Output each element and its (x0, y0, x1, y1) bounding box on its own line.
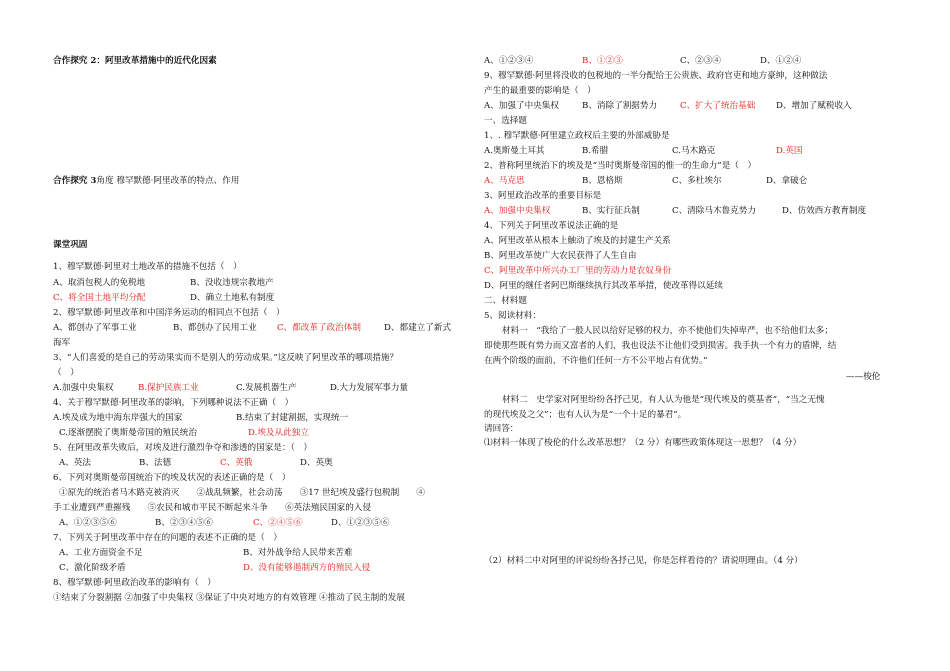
q8-option-a: A、①②③④ (484, 56, 534, 66)
q6-option-c-answer: C、②④⑤⑥ (253, 518, 303, 528)
r1-option-c: C.马木路克 (672, 146, 716, 156)
q5-option-b: B、法德 (139, 458, 172, 468)
q2-stem: 2、穆罕默德·阿里改革和中国洋务运动的相同点不包括（ ） (53, 308, 285, 318)
q4-stem: 4、关于穆罕默德·阿里改革的影响，下列哪种说法不正确（ ） (53, 398, 294, 408)
r4-option-b: B、阿里改革使广大农民获得了人生自由 (484, 251, 637, 261)
q5-option-a: A、英法 (59, 458, 91, 468)
r2-option-d: D、拿破仑 (766, 176, 808, 186)
q4-option-b: B.结束了封建割据，实现统一 (236, 413, 349, 423)
q3-stem: 3、“人们喜爱的是自己的劳动果实而不是别人的劳动成果。”这反映了阿里改革的哪项措施？ (53, 353, 399, 363)
explore-2-heading: 合作探究 2：阿里改革措施中的近代化因素 (53, 56, 217, 66)
q8-statements: ①结束了分裂割据 ②加强了中央集权 ③保证了中央对地方的有效管理 ④推动了民主制的发展 (53, 593, 405, 603)
q9-option-c-answer: C、扩大了统治基础 (680, 101, 756, 111)
q7-option-d-answer: D、没有能够遏制西方的殖民入侵 (243, 563, 371, 573)
r3-option-c: C、清除马木鲁克势力 (672, 206, 756, 216)
q8-stem: 8、穆罕默德·阿里政治改革的影响有（ ） (53, 578, 216, 588)
r4-option-d: D、阿里的继任者阿巴斯继续执行其改革举措，使改革得以延续 (484, 281, 723, 291)
consolidate-heading: 课堂巩固 (53, 240, 88, 250)
section-choice-heading: 一、选择题 (484, 116, 527, 126)
q9-stem: 9、穆罕默德·阿里将没收的包税地的一半分配给王公贵族、政府官吏和地方豪绅，这种做法 (484, 71, 828, 81)
explore-3-label: 合作探究 3 (53, 176, 97, 186)
q7-option-b: B、对外战争给人民带来苦难 (243, 548, 353, 558)
q6-option-a: A、①②③⑤⑥ (59, 518, 117, 528)
q2-option-c-answer: C、都改革了政治体制 (277, 323, 361, 333)
r5-stem: 5、阅读材料： (484, 311, 542, 321)
r2-option-a-answer: A、马克思 (484, 176, 525, 186)
r3-option-d: D、仿效西方教育制度 (782, 206, 867, 216)
section-material-heading: 二、材料题 (484, 296, 527, 306)
r2-stem: 2、普称阿里统治下的埃及是“当时奥斯曼帝国的惟一的生命力”是（ ） (484, 161, 757, 171)
material-question-2: （2）材料二中对阿里的评说纷纷各抒己见，你是怎样看待的？请说明理由。（4 分） (484, 556, 803, 566)
q5-option-c-answer: C、英俄 (220, 458, 253, 468)
r2-option-c: C、多杜埃尔 (672, 176, 722, 186)
r1-option-a: A.奥斯曼土耳其 (484, 146, 545, 156)
q2-option-d-cont: 海军 (53, 338, 71, 348)
material-1-line-3: 在两个阶级的面前，不许他们任何一方不公平地占有优势。” (484, 356, 708, 366)
q2-option-d: D、都建立了新式 (384, 323, 452, 333)
q7-option-a: A、工业方面资金不足 (59, 548, 143, 558)
r1-option-d-answer: D.英国 (776, 146, 803, 156)
q8-option-c: C、②③④ (680, 56, 721, 66)
explore-3-text: 角度 穆罕默德·阿里改革的特点、作用 (96, 176, 240, 186)
q4-option-d-answer: D.埃及从此独立 (248, 428, 309, 438)
q4-option-a: A.埃及成为地中海东岸强大的国家 (53, 413, 183, 423)
material-1-source: ——梭伦 (846, 372, 881, 382)
q6-statements-line-2: 手工业遭到严重摧残 ⑤农民和城市平民不断起来斗争 ⑥英法殖民国家的入侵 (53, 503, 371, 513)
q7-stem: 7、下列关于阿里改革中存在的问题的表述不正确的是（ ） (53, 533, 282, 543)
q8-option-d: D、①②④ (760, 56, 802, 66)
material-question-1: ⑴材料一体现了梭伦的什么改革思想？（2 分）有哪些政策体现这一思想？（4 分） (484, 438, 802, 448)
q1-option-b: B、没收违规宗教地产 (190, 278, 274, 288)
q9-stem-cont: 产生的最重要的影响是（ ） (484, 86, 596, 96)
q8-option-b-answer: B、①②③ (582, 56, 623, 66)
material-1-line-2: 即使那些既有势力而又富者的人们，我也设法不让他们受到损害。我手执一个有力的盾牌，结 (484, 341, 837, 351)
q3-option-a: A.加强中央集权 (53, 383, 114, 393)
r3-stem: 3、阿里政治改革的重要目标是 (484, 191, 602, 201)
r4-stem: 4、下列关于阿里改革说法正确的是 (484, 221, 619, 231)
r1-option-b: B.希腊 (582, 146, 609, 156)
q9-option-d: D、增加了赋税收入 (776, 101, 852, 111)
q4-option-c: C.逐渐摆脱了奥斯曼帝国的殖民统治 (59, 428, 197, 438)
q6-option-b: B、②③④⑤⑥ (155, 518, 213, 528)
material-1-line-1: 材料一 “我给了一般人民以给好足够的权力，亦不使他们失掉卑严，也不给他们太多； (502, 326, 833, 336)
q3-option-d: D.大力发展军事力量 (330, 383, 409, 393)
q6-statements-line-1: ①原先的统治者马木路克被消灭 ②战乱频繁，社会动荡 ③17 世纪埃及盛行包税制 ④ (59, 488, 426, 498)
q1-option-d: D、确立土地私有制度 (190, 293, 275, 303)
q2-option-a: A、都创办了军事工业 (53, 323, 137, 333)
q5-stem: 5、在阿里改革失败后，对埃及进行激烈争夺和渗透的国家是：（ ） (53, 443, 312, 453)
q7-option-c: C、激化阶级矛盾 (59, 563, 126, 573)
q2-option-b: B、都创办了民用工业 (173, 323, 257, 333)
q9-option-b: B、消除了割据势力 (582, 101, 658, 111)
r4-option-c-answer: C、阿里改革中所兴办工厂里的劳动力是农奴身份 (484, 266, 672, 276)
q9-option-a: A、加强了中央集权 (484, 101, 559, 111)
r3-option-b: B、实行征兵制 (582, 206, 640, 216)
material-2-line-2: 的现代埃及之父”；也有人认为是“一个十足的暴君”。 (484, 410, 687, 420)
answer-prompt: 请回答： (484, 424, 519, 434)
q3-option-c: C.发展机器生产 (236, 383, 297, 393)
r4-option-a: A、阿里改革从根本上触动了埃及的封建生产关系 (484, 236, 671, 246)
r3-option-a-answer: A、加强中央集权 (484, 206, 551, 216)
explore-3-heading (53, 176, 239, 187)
q5-option-d: D、英奥 (300, 458, 333, 468)
q1-option-a: A、取消包税人的免税地 (53, 278, 146, 288)
r1-stem: 1、. 穆罕默德·阿里建立政权后主要的外部威胁是 (484, 131, 670, 141)
q3-option-b-answer: B.保护民族工业 (138, 383, 199, 393)
q6-stem: 6、下列对奥斯曼帝国统治下的埃及状况的表述正确的是（ ） (53, 473, 291, 483)
q1-option-c-answer: C、将全国土地平均分配 (53, 293, 146, 303)
q1-stem: 1、穆罕默德·阿里对土地改革的措施不包括（ ） (53, 262, 242, 272)
material-2-line-1: 材料二 史学家对阿里纷纷各抒己见，有人认为他是“现代埃及的奠基者”，“当之无愧 (502, 395, 825, 405)
q3-paren: （ ） (53, 368, 79, 378)
r2-option-b: B、恩格斯 (582, 176, 623, 186)
q6-option-d: D、①②③⑤⑥ (331, 518, 390, 528)
